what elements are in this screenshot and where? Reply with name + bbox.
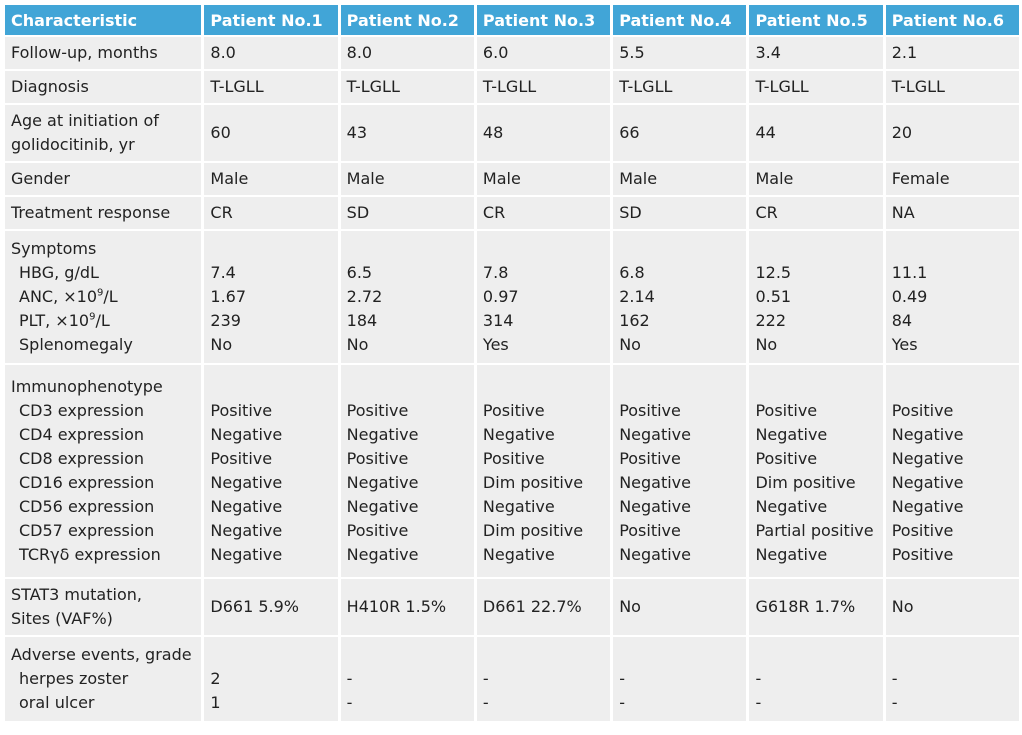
stat3-row [5,579,1019,635]
marker-value: Negative [210,545,283,564]
immuno-label-cell [5,365,201,577]
marker-value: Negative [891,425,964,444]
symptoms-patient-2 [341,231,474,363]
symptoms-row [5,231,1019,363]
header-characteristic: Characteristic [5,5,201,35]
marker-value: Negative [210,473,283,492]
plt-value: 184 [346,311,378,330]
header-row [5,5,1019,35]
followup-value: 5.5 [613,37,746,69]
response-value: CR [749,197,882,229]
adverse-patient-3 [477,637,610,721]
anc-value: 0.97 [482,287,519,306]
plt-value: 222 [755,311,786,330]
stat3-label [5,579,201,635]
plt-value: 84 [891,311,913,330]
marker-label: CD56 expression [19,497,155,516]
symptoms-patient-5 [749,231,882,363]
marker-value: Dim positive [482,521,584,540]
hbg-value: 7.4 [210,263,236,282]
gender-value: Male [613,163,746,195]
adverse-patient-2 [341,637,474,721]
anc-value: 1.67 [210,287,247,306]
splenomegaly-value: No [755,335,778,354]
response-row [5,197,1019,229]
followup-row [5,37,1019,69]
marker-value: Negative [619,473,691,492]
adverse-patient-4 [613,637,746,721]
symptoms-label-cell [5,231,201,363]
marker-label: CD4 expression [19,425,145,444]
adverse-label: Adverse events, grade [11,645,192,664]
marker-value: Dim positive [755,473,856,492]
marker-value: Negative [891,449,964,468]
patient-characteristics-table [2,3,1022,723]
marker-value: Negative [755,497,828,516]
marker-value: Positive [619,401,681,420]
event-grade: - [755,693,762,712]
marker-value: Negative [482,545,555,564]
marker-value: Negative [482,425,555,444]
immuno-label: Immunophenotype [11,377,163,396]
adverse-label-cell [5,637,201,721]
marker-label: CD3 expression [19,401,145,420]
marker-value: Positive [891,545,954,564]
age-value: 43 [341,105,474,161]
symptoms-label: Symptoms [11,239,97,258]
symptoms-patient-1 [204,231,337,363]
hbg-value: 6.5 [346,263,373,282]
stat3-value: D661 22.7% [477,579,610,635]
response-value: CR [477,197,610,229]
header-patient-5: Patient No.5 [749,5,882,35]
event-label: herpes zoster [19,669,129,688]
marker-value: Positive [210,449,273,468]
marker-value: Negative [619,425,691,444]
event-grade: - [482,669,489,688]
diagnosis-value: T-LGLL [204,71,337,103]
age-row [5,105,1019,161]
marker-value: Negative [210,521,283,540]
marker-value: Negative [210,425,283,444]
response-value: SD [341,197,474,229]
splenomegaly-value: Yes [891,335,918,354]
marker-value: Negative [891,473,964,492]
marker-value: Negative [891,497,964,516]
diagnosis-value: T-LGLL [749,71,882,103]
marker-value: Positive [346,449,409,468]
marker-label: CD8 expression [19,449,145,468]
gender-row [5,163,1019,195]
immuno-patient-6 [886,365,1019,577]
stat3-label-line1: STAT3 mutation, [11,585,142,604]
response-label: Treatment response [5,197,201,229]
age-label [5,105,201,161]
age-label-line2: golidocitinib, yr [11,135,135,154]
marker-value: Partial positive [755,521,874,540]
event-grade: - [891,693,898,712]
header-patient-3: Patient No.3 [477,5,610,35]
marker-value: Negative [346,497,419,516]
marker-value: Negative [346,545,419,564]
plt-label: PLT, $\times 10^9/L$ [19,311,110,330]
marker-value: Positive [346,401,409,420]
stat3-value: H410R 1.5% [341,579,474,635]
hbg-value: 12.5 [755,263,792,282]
marker-value: Positive [619,521,681,540]
stat3-value: No [886,579,1019,635]
immuno-patient-4 [613,365,746,577]
age-value: 66 [613,105,746,161]
event-grade: - [619,693,625,712]
hbg-value: 6.8 [619,263,645,282]
gender-value: Male [204,163,337,195]
stat3-value: No [613,579,746,635]
anc-label: ANC, $\times 10^9/L$ [19,287,118,306]
event-grade: - [755,669,762,688]
marker-value: Positive [210,401,273,420]
followup-value: 8.0 [204,37,337,69]
marker-value: Negative [346,425,419,444]
event-grade: 1 [210,693,221,712]
plt-value: 162 [619,311,650,330]
immuno-patient-2 [341,365,474,577]
anc-value: 2.72 [346,287,383,306]
diagnosis-row [5,71,1019,103]
hbg-value: 11.1 [891,263,928,282]
immuno-patient-5 [749,365,882,577]
symptoms-patient-6 [886,231,1019,363]
hbg-label: HBG, g/dL [19,263,99,282]
gender-value: Male [477,163,610,195]
stat3-value: G618R 1.7% [749,579,882,635]
marker-value: Dim positive [482,473,584,492]
diagnosis-value: T-LGLL [477,71,610,103]
event-grade: 2 [210,669,221,688]
response-value: CR [204,197,337,229]
anc-value: 2.14 [619,287,655,306]
age-value: 60 [204,105,337,161]
anc-value: 0.49 [891,287,928,306]
followup-label: Follow-up, months [5,37,201,69]
header-patient-6: Patient No.6 [886,5,1019,35]
marker-value: Negative [755,545,828,564]
age-value: 48 [477,105,610,161]
event-grade: - [891,669,898,688]
marker-value: Positive [482,449,545,468]
hbg-value: 7.8 [482,263,509,282]
adverse-patient-6 [886,637,1019,721]
marker-value: Positive [891,401,954,420]
response-value: SD [613,197,746,229]
marker-value: Positive [619,449,681,468]
marker-value: Positive [755,449,818,468]
marker-value: Negative [619,497,691,516]
marker-value: Negative [346,473,419,492]
followup-value: 2.1 [886,37,1019,69]
event-grade: - [619,669,625,688]
header-patient-4: Patient No.4 [613,5,746,35]
response-value: NA [886,197,1019,229]
followup-value: 3.4 [749,37,882,69]
age-value: 20 [886,105,1019,161]
gender-value: Female [886,163,1019,195]
adverse-events-row [5,637,1019,721]
marker-value: Negative [619,545,691,564]
splenomegaly-value: Yes [482,335,509,354]
gender-value: Male [749,163,882,195]
marker-value: Negative [755,425,828,444]
marker-value: Negative [210,497,283,516]
diagnosis-value: T-LGLL [613,71,746,103]
event-grade: - [346,693,353,712]
marker-label: TCRγδ expression [19,545,161,564]
stat3-value: D661 5.9% [204,579,337,635]
marker-value: Positive [891,521,954,540]
header-patient-2: Patient No.2 [341,5,474,35]
plt-value: 239 [210,311,241,330]
anc-value: 0.51 [755,287,792,306]
diagnosis-value: T-LGLL [341,71,474,103]
age-value: 44 [749,105,882,161]
followup-value: 8.0 [341,37,474,69]
header-patient-1: Patient No.1 [204,5,337,35]
diagnosis-label: Diagnosis [5,71,201,103]
immuno-patient-1 [204,365,337,577]
splenomegaly-value: No [619,335,641,354]
event-grade: - [346,669,353,688]
plt-value: 314 [482,311,514,330]
event-label: oral ulcer [19,693,95,712]
followup-value: 6.0 [477,37,610,69]
gender-value: Male [341,163,474,195]
symptoms-patient-3 [477,231,610,363]
marker-label: CD57 expression [19,521,155,540]
marker-value: Negative [482,497,555,516]
splenomegaly-label: Splenomegaly [19,335,133,354]
splenomegaly-value: No [346,335,369,354]
symptoms-patient-4 [613,231,746,363]
marker-value: Positive [346,521,409,540]
event-grade: - [482,693,489,712]
immunophenotype-row [5,365,1019,577]
marker-label: CD16 expression [19,473,155,492]
immuno-patient-3 [477,365,610,577]
gender-label: Gender [5,163,201,195]
age-label-line1: Age at initiation of [11,111,159,130]
adverse-patient-5 [749,637,882,721]
adverse-patient-1 [204,637,337,721]
splenomegaly-value: No [210,335,233,354]
marker-value: Positive [755,401,818,420]
diagnosis-value: T-LGLL [886,71,1019,103]
marker-value: Positive [482,401,545,420]
stat3-label-line2: Sites (VAF%) [11,609,113,628]
